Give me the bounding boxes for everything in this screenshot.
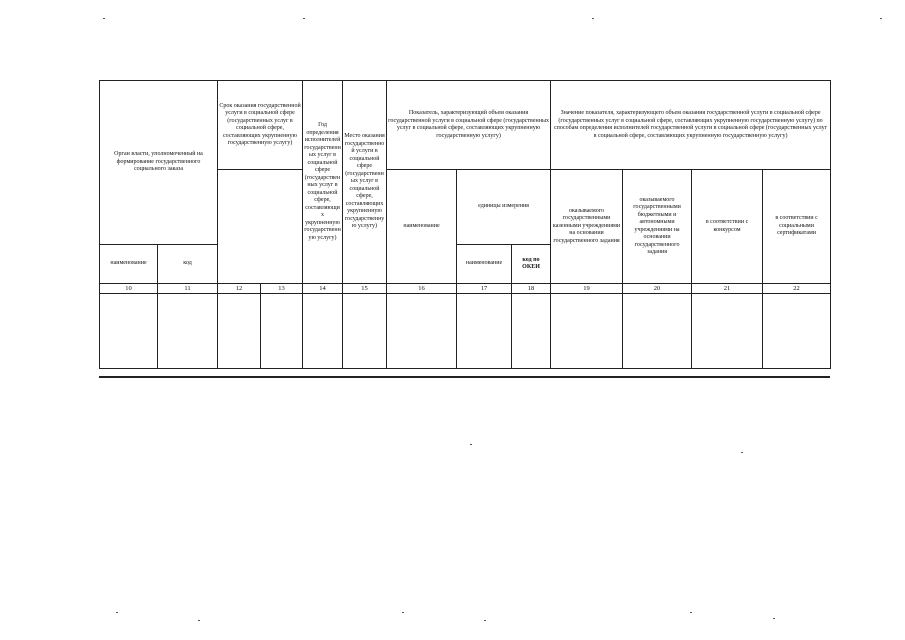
scan-speck	[103, 18, 105, 19]
scan-speck	[303, 18, 305, 19]
column-number: 19	[551, 284, 623, 294]
header-units-code: код по ОКЕИ	[512, 245, 551, 284]
data-cell-empty	[303, 294, 343, 369]
header-organ-name: наименование	[100, 245, 158, 284]
data-cell-empty	[623, 294, 692, 369]
scan-speck	[484, 620, 486, 621]
header-term-blank	[218, 170, 303, 284]
scan-speck	[116, 612, 118, 613]
header-units: единицы измерения	[457, 170, 551, 245]
scan-speck	[741, 452, 743, 453]
data-cell-empty	[551, 294, 623, 369]
header-certificates: в соответствии с социальными сертификатами	[763, 170, 831, 284]
header-volume-value: Значение показателя, характеризующего объем оказания государственной услуги в социальной сфере (государственных услуг в социальной сфере, составляющих укрупненную государственную услугу) по способам определения исполнителей государственной услуги в социальной сфере (государственных услуг в социальной сфере, составляющих укрупненную государственную услугу)	[551, 81, 831, 170]
social-order-table	[99, 80, 831, 369]
column-number: 14	[303, 284, 343, 294]
header-organ: Орган власти, уполномоченный на формирование государственного социального заказа	[100, 81, 218, 245]
header-place: Место оказания государственной услуги в социальной сфере (государственных услуг в социальной сфере, составляющих укрупненную государственную услугу)	[343, 81, 387, 284]
data-cell-empty	[692, 294, 763, 369]
header-indicator-name: наименование	[387, 170, 457, 284]
header-volume-indicator: Показатель, характеризующий объем оказания государственной услуги в социальной сфере (государственных услуг в социальной сфере, составляющих укрупненную государственную услугу)	[387, 81, 551, 170]
header-year: Год определения исполнителей государственных услуг в социальной сфере (государственных услуг в социальной сфере, составляющих укрупненную государственную услугу)	[303, 81, 343, 284]
header-budget-autonomous: оказываемого государственными бюджетными и автономными учреждениями на основании государственного задания	[623, 170, 692, 284]
scan-speck	[402, 612, 404, 613]
data-cell-empty	[343, 294, 387, 369]
scan-speck	[773, 618, 775, 619]
header-units-name: наименование	[457, 245, 512, 284]
column-number: 22	[763, 284, 831, 294]
data-cell-empty	[763, 294, 831, 369]
data-cell-empty	[100, 294, 158, 369]
column-number: 21	[692, 284, 763, 294]
column-number: 12	[218, 284, 261, 294]
scan-speck	[470, 444, 472, 445]
column-number: 11	[158, 284, 218, 294]
scan-speck	[880, 18, 882, 19]
column-number: 15	[343, 284, 387, 294]
bottom-rule	[99, 376, 830, 378]
header-organ-code: код	[158, 245, 218, 284]
scan-speck	[592, 18, 594, 19]
header-state-owned: оказываемого государственными казенными учреждениями на основании государственного задания	[551, 170, 623, 284]
data-cell-empty	[457, 294, 512, 369]
data-cell-empty	[218, 294, 261, 369]
scan-speck	[198, 620, 200, 621]
scan-speck	[690, 612, 692, 613]
column-number: 17	[457, 284, 512, 294]
header-competition: в соответствии с конкурсом	[692, 170, 763, 284]
column-number: 10	[100, 284, 158, 294]
column-number: 18	[512, 284, 551, 294]
data-cell-empty	[387, 294, 457, 369]
data-cell-empty	[158, 294, 218, 369]
data-cell-empty	[261, 294, 303, 369]
column-number: 20	[623, 284, 692, 294]
column-number: 13	[261, 284, 303, 294]
data-cell-empty	[512, 294, 551, 369]
column-number: 16	[387, 284, 457, 294]
header-term: Срок оказания государственной услуги в социальной сфере (государственных услуг в социальной сфере, составляющих укрупненную государственную услугу)	[218, 81, 303, 170]
